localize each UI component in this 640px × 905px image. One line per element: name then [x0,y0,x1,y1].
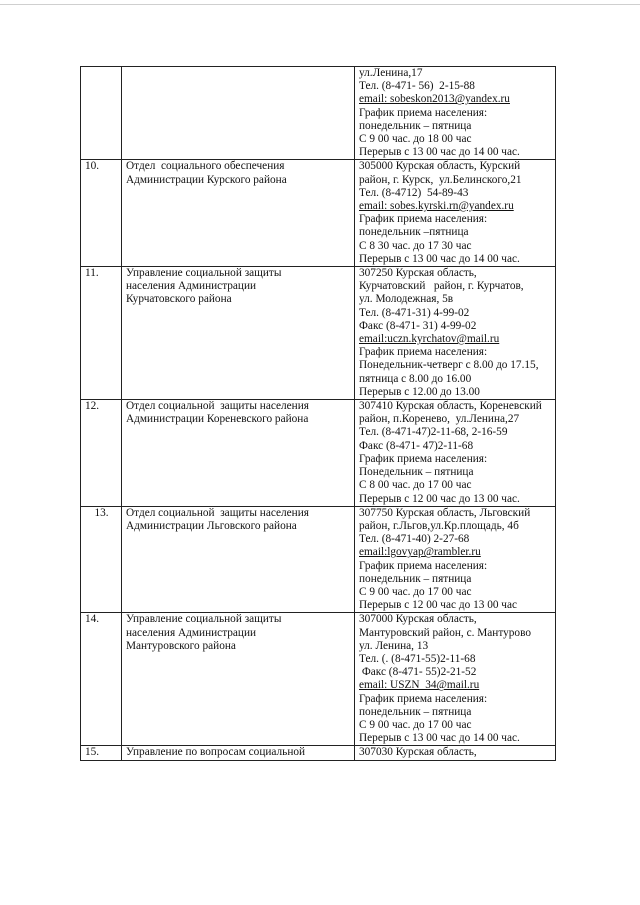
office-name-cell [122,506,355,613]
office-name-cell [122,160,355,267]
row-number: 12. [81,400,122,507]
page-top-edge [0,4,640,5]
office-name-line: Администрации Курского района [126,173,287,186]
table-row [81,613,556,746]
office-contact-cell [355,160,556,267]
office-contact-cell [355,400,556,507]
contact-line: С 8 30 час. до 17 30 час [359,239,472,252]
office-name-line: Управление по вопросам социальной [126,746,306,759]
contact-line: С 9 00 час. до 18 00 час [359,133,472,146]
email-link[interactable]: email: USZN_34@mail.ru [359,679,480,692]
contact-line: Перерыв с 12 00 час до 13 00 час [359,599,518,612]
table-row [81,506,556,613]
contact-line: График приема населения: [359,106,488,119]
contact-line: Перерыв с 12 00 час до 13 00 час. [359,492,520,505]
office-contact-cell [355,746,556,760]
contact-line: Перерыв с 13 00 час до 14 00 час. [359,146,520,159]
contact-line: 307750 Курская область, Льговский [359,506,531,519]
offices-table-body [81,67,556,761]
office-name-line: Мантуровского района [126,639,236,652]
contact-line: Перерыв с 13 00 час до 14 00 час. [359,732,520,745]
table-row [81,267,556,400]
contact-line: понедельник – пятница [359,572,472,585]
contact-line: С 9 00 час. до 17 00 час [359,718,472,731]
table-row [81,746,556,760]
office-contact-cell [355,267,556,400]
contact-line: Понедельник-четверг с 8.00 до 17.15, [359,359,539,372]
contact-line: Курчатовский район, г. Курчатов, [359,280,524,293]
contact-line: График приема населения: [359,213,488,226]
contact-line: Тел. (. (8-471-55)2-11-68 [359,652,476,665]
office-name-cell [122,746,355,760]
contact-line: район, г.Льгов,ул.Кр.площадь, 4б [359,519,519,532]
contact-line: Мантуровский район, с. Мантурово [359,626,531,639]
contact-line: Тел. (8-4712) 54-89-43 [359,186,469,199]
row-number: 10. [81,160,122,267]
office-contact-cell [355,506,556,613]
contact-line: Факс (8-471- 31) 4-99-02 [359,319,477,332]
contact-line: 307250 Курская область, [359,267,477,280]
table-row [81,160,556,267]
email-link[interactable]: email: sobeskon2013@yandex.ru [359,93,510,106]
contact-line: ул. Ленина, 13 [359,639,429,652]
office-name-cell [122,267,355,400]
contact-line: График приема населения: [359,692,488,705]
office-name-cell [122,400,355,507]
row-number: 13. [81,506,122,613]
contact-line: Перерыв с 13 00 час до 14 00 час. [359,252,520,265]
contact-line: пятница с 8.00 до 16.00 [359,372,472,385]
office-name-line: населения Администрации [126,280,257,293]
contact-line: Факс (8-471- 55)2-21-52 [359,666,477,679]
contact-line: ул. Молодежная, 5в [359,293,454,306]
office-name-cell [122,67,355,160]
row-number: 14. [81,613,122,746]
office-name-line: Отдел социальной защиты населения [126,400,309,413]
contact-line: Понедельник – пятница [359,466,474,479]
contact-line: 307410 Курская область, Кореневский [359,400,542,413]
table-row [81,400,556,507]
contact-line: понедельник – пятница [359,119,472,132]
office-name-line: Администрации Льговского района [126,519,297,532]
office-name-line: Управление социальной защиты [126,613,282,626]
row-number: 15. [81,746,122,760]
contact-line: понедельник – пятница [359,705,472,718]
contact-line: График приема населения: [359,559,488,572]
contact-line: 305000 Курская область, Курский [359,160,521,173]
row-number [81,67,122,160]
office-name-line: Отдел социального обеспечения [126,160,285,173]
office-contact-cell [355,613,556,746]
contact-line: Перерыв с 12.00 до 13.00 [359,385,480,398]
contact-line: район, п.Коренево, ул.Ленина,27 [359,413,520,426]
office-name-line: населения Администрации [126,626,257,639]
contact-line: График приема населения: [359,346,488,359]
offices-table [80,66,556,761]
contact-line: Тел. (8-471- 56) 2-15-88 [359,80,475,93]
table-row [81,67,556,160]
contact-line: 307000 Курская область, [359,613,477,626]
contact-line: Факс (8-471- 47)2-11-68 [359,439,474,452]
contact-line: С 8 00 час. до 17 00 час [359,479,472,492]
contact-line: ул.Ленина,17 [359,67,423,79]
office-contact-cell [355,67,556,160]
office-name-line: Управление социальной защиты [126,267,282,280]
office-name-cell [122,613,355,746]
office-name-line: Курчатовского района [126,293,232,306]
email-link[interactable]: email:lgovyap@rambler.ru [359,546,481,559]
contact-line: 307030 Курская область, [359,746,477,759]
contact-line: Тел. (8-471-47)2-11-68, 2-16-59 [359,426,508,439]
office-name-line: Администрации Кореневского района [126,413,309,426]
contact-line: Тел. (8-471-40) 2-27-68 [359,533,470,546]
email-link[interactable]: email:uczn.kyrchatov@mail.ru [359,333,500,346]
office-name-line: Отдел социальной защиты населения [126,506,309,519]
email-link[interactable]: email: sobes.kyrski.rn@yandex.ru [359,200,514,213]
contact-line: район, г. Курск, ул.Белинского,21 [359,173,522,186]
contact-line: График приема населения: [359,452,488,465]
contact-line: понедельник –пятница [359,226,469,239]
contact-line: С 9 00 час. до 17 00 час [359,585,472,598]
contact-line: Тел. (8-471-31) 4-99-02 [359,306,470,319]
row-number: 11. [81,267,122,400]
